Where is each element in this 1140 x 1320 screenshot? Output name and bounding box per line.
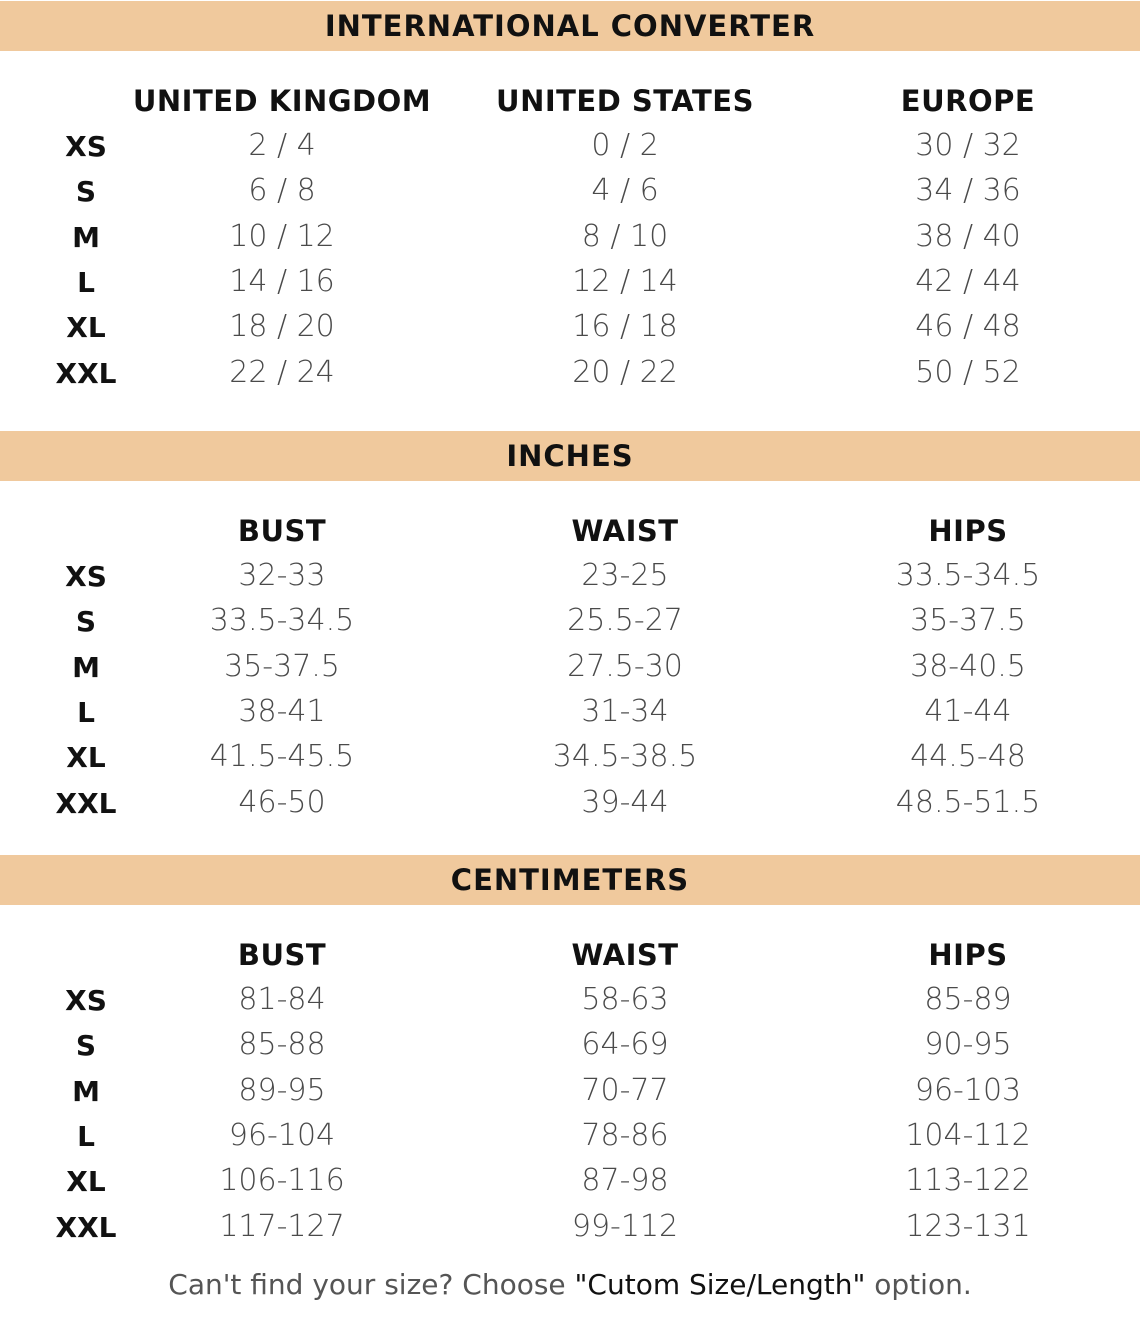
table-row <box>0 311 1140 356</box>
column-header: WAIST <box>571 938 679 972</box>
footer-note <box>0 1268 1140 1301</box>
size-label: XL <box>66 1165 106 1199</box>
size-label: XL <box>66 741 106 775</box>
table-row <box>0 1117 1140 1165</box>
table-row <box>0 984 1140 1029</box>
table-cell: 42 / 44 <box>915 263 1021 299</box>
table-cell: 30 / 32 <box>915 128 1021 163</box>
table-cell: 39-44 <box>581 784 669 820</box>
table-cell: 70-77 <box>581 1072 669 1108</box>
table-cell: 38-41 <box>238 693 326 729</box>
table-cell: 12 / 14 <box>572 263 678 299</box>
table-cell: 35-37.5 <box>224 648 340 684</box>
table-cell: 8 / 10 <box>581 218 669 254</box>
size-label: S <box>75 1029 97 1063</box>
table-cell: 38 / 40 <box>915 218 1021 254</box>
size-label: S <box>75 605 97 639</box>
table-cell: 58-63 <box>581 982 669 1017</box>
size-label: M <box>72 650 100 684</box>
size-label: XL <box>66 311 106 345</box>
column-header: EUROPE <box>900 84 1036 118</box>
size-label: XS <box>65 130 107 163</box>
section-header-centimeters: CENTIMETERS <box>0 855 1140 905</box>
size-label: XXL <box>55 1210 117 1244</box>
column-header: UNITED STATES <box>496 84 754 118</box>
table-cell: 34.5-38.5 <box>552 739 698 775</box>
table-row <box>0 741 1140 786</box>
column-header: WAIST <box>571 514 679 548</box>
table-row <box>0 1208 1140 1256</box>
table-cell: 27.5-30 <box>567 648 683 684</box>
column-header: UNITED KINGDOM <box>132 84 432 118</box>
table-cell: 96-103 <box>914 1072 1022 1108</box>
table-cell: 89-95 <box>238 1072 326 1108</box>
table-cell: 117-127 <box>219 1208 345 1244</box>
size-label: XS <box>65 984 107 1017</box>
table-row <box>0 1072 1140 1120</box>
table-row <box>0 605 1140 650</box>
table-cell: 44.5-48 <box>910 739 1026 775</box>
table-cell: 25.5-27 <box>567 603 683 639</box>
table-row <box>0 218 1140 266</box>
size-label: XXL <box>55 786 117 820</box>
table-row <box>0 1029 1140 1074</box>
table-cell: 48.5-51.5 <box>895 784 1041 820</box>
table-cell: 99-112 <box>571 1208 679 1244</box>
footer-suffix: option. <box>865 1268 972 1301</box>
table-cell: 85-88 <box>238 1027 326 1063</box>
table-row <box>0 648 1140 696</box>
table-row <box>0 560 1140 605</box>
section-header-international-converter: INTERNATIONAL CONVERTER <box>0 1 1140 51</box>
table-cell: 50 / 52 <box>915 354 1021 390</box>
size-label: L <box>77 695 95 729</box>
table-row <box>0 1165 1140 1210</box>
table-cell: 104-112 <box>905 1117 1031 1153</box>
table-cell: 90-95 <box>924 1027 1012 1063</box>
table-cell: 32-33 <box>238 558 326 593</box>
table-cell: 20 / 22 <box>572 354 678 390</box>
table-cell: 14 / 16 <box>229 263 335 299</box>
table-cell: 23-25 <box>581 558 669 593</box>
table-cell: 113-122 <box>905 1163 1031 1199</box>
table-cell: 106-116 <box>219 1163 345 1199</box>
table-cell: 41-44 <box>924 693 1012 729</box>
table-row <box>0 130 1140 175</box>
footer-option-name: "Cutom Size/Length" <box>574 1268 866 1301</box>
size-label: L <box>77 265 95 299</box>
table-cell: 2 / 4 <box>248 128 316 163</box>
section-header-inches: INCHES <box>0 431 1140 481</box>
column-header: HIPS <box>928 514 1008 548</box>
table-cell: 31-34 <box>581 693 669 729</box>
table-row <box>0 693 1140 741</box>
table-cell: 41.5-45.5 <box>209 739 355 775</box>
table-cell: 18 / 20 <box>229 309 335 345</box>
table-cell: 4 / 6 <box>591 173 659 209</box>
table-cell: 38-40.5 <box>910 648 1026 684</box>
size-label: M <box>72 1074 100 1108</box>
table-cell: 123-131 <box>905 1208 1031 1244</box>
table-cell: 22 / 24 <box>229 354 335 390</box>
size-label: L <box>77 1119 95 1153</box>
table-cell: 96-104 <box>228 1117 336 1153</box>
table-cell: 78-86 <box>581 1117 669 1153</box>
size-label: S <box>75 175 97 209</box>
table-cell: 87-98 <box>581 1163 669 1199</box>
table-cell: 81-84 <box>238 982 326 1017</box>
table-cell: 46 / 48 <box>915 309 1021 345</box>
table-cell: 85-89 <box>924 982 1012 1017</box>
table-row <box>0 263 1140 311</box>
table-row <box>0 175 1140 220</box>
column-header: HIPS <box>928 938 1008 972</box>
footer-prefix: Can't find your size? Choose <box>168 1268 575 1301</box>
table-cell: 10 / 12 <box>229 218 335 254</box>
size-label: XS <box>65 560 107 593</box>
column-header: BUST <box>237 514 327 548</box>
table-cell: 34 / 36 <box>915 173 1021 209</box>
table-row <box>0 354 1140 402</box>
table-cell: 46-50 <box>238 784 326 820</box>
table-cell: 33.5-34.5 <box>209 603 355 639</box>
table-cell: 16 / 18 <box>572 309 678 345</box>
size-label: XXL <box>55 356 117 390</box>
table-cell: 6 / 8 <box>248 173 316 209</box>
table-row <box>0 784 1140 832</box>
table-cell: 33.5-34.5 <box>895 558 1041 593</box>
column-header: BUST <box>237 938 327 972</box>
size-label: M <box>72 220 100 254</box>
table-cell: 0 / 2 <box>591 128 659 163</box>
table-cell: 35-37.5 <box>910 603 1026 639</box>
table-cell: 64-69 <box>581 1027 669 1063</box>
